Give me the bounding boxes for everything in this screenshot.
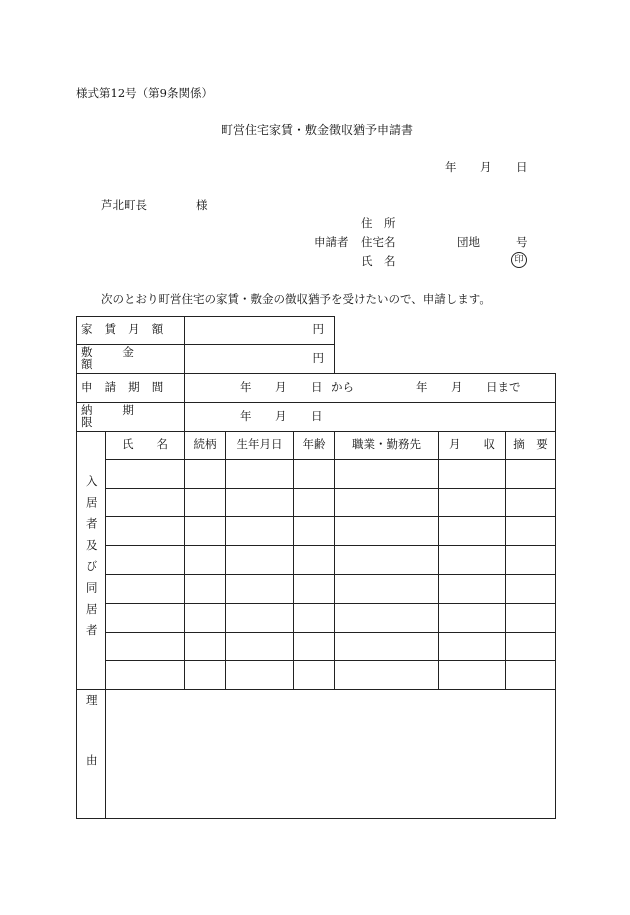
deadline-y: 年	[240, 409, 252, 423]
rent-input[interactable]	[185, 316, 334, 344]
period-y2: 年	[416, 380, 428, 394]
table-row[interactable]	[106, 546, 555, 574]
period-input[interactable]	[185, 373, 555, 402]
addressee-honorific: 様	[196, 198, 208, 212]
reason-label-cell	[77, 690, 105, 818]
header-note	[506, 431, 555, 459]
danchi-label: 団地	[457, 235, 480, 249]
rent-yen: 円	[312, 322, 324, 337]
page-title: 町営住宅家賃・敷金徴収猶予申請書	[221, 123, 414, 137]
period-y1: 年	[240, 380, 252, 394]
name-label: 氏 名	[361, 254, 396, 268]
rent-label-cell	[81, 316, 181, 344]
deadline-d: 日	[311, 409, 323, 423]
header-relation	[185, 431, 225, 459]
table-row[interactable]	[106, 575, 555, 603]
residents-label-cell	[77, 432, 105, 689]
date-day: 日	[516, 160, 528, 174]
form-number: 様式第12号（第9条関係）	[76, 86, 213, 100]
deposit-label-cell	[81, 344, 181, 373]
table-row[interactable]	[106, 661, 555, 689]
deadline-m: 月	[275, 409, 287, 423]
header-income-text: 月 収	[449, 437, 495, 452]
period-m2: 月	[451, 380, 463, 394]
header-birth-text: 生年月日	[236, 437, 283, 452]
seal-mark	[511, 252, 527, 268]
table-row[interactable]	[106, 517, 555, 545]
application-table	[76, 316, 556, 819]
period-from: から	[331, 380, 354, 394]
date-year: 年	[445, 160, 457, 174]
address-label: 住 所	[361, 216, 396, 230]
deadline-label: 納期限	[81, 403, 164, 429]
header-name	[106, 431, 184, 459]
rent-label: 家賃月額	[81, 322, 176, 337]
applicant-label: 申請者	[314, 235, 349, 249]
number-label: 号	[516, 235, 528, 249]
addressee-name: 芦北町長	[101, 198, 147, 212]
period-m1: 月	[275, 380, 287, 394]
period-d2: 日まで	[486, 380, 521, 394]
header-name-text: 氏 名	[122, 437, 168, 452]
seal-text: 印	[514, 254, 524, 265]
date-month: 月	[480, 160, 492, 174]
reason-input[interactable]	[106, 690, 555, 818]
period-label-cell	[81, 373, 181, 402]
header-job-text: 職業・勤務先	[352, 437, 421, 452]
header-age-text: 年齢	[302, 437, 326, 452]
housing-label: 住宅名	[361, 235, 396, 249]
header-birth	[226, 431, 293, 459]
deadline-label-cell	[81, 402, 181, 431]
table-row[interactable]	[106, 489, 555, 516]
period-label: 申請期間	[81, 379, 176, 394]
residents-label: 入居者及び同居者	[84, 475, 99, 646]
intro-text: 次のとおり町営住宅の家賃・敷金の徴収猶予を受けたいので、申請します。	[101, 292, 491, 306]
header-relation-text: 続柄	[193, 437, 217, 452]
header-income	[439, 431, 505, 459]
header-note-text: 摘 要	[513, 437, 548, 452]
deposit-label: 敷金額	[81, 345, 164, 371]
table-row[interactable]	[106, 604, 555, 632]
deadline-input[interactable]	[185, 402, 555, 431]
header-age	[294, 431, 334, 459]
deposit-input[interactable]	[185, 344, 334, 373]
header-job	[335, 431, 438, 459]
table-row[interactable]	[106, 633, 555, 660]
period-d1: 日	[311, 380, 323, 394]
deposit-yen: 円	[312, 350, 324, 365]
reason-label: 理由	[84, 694, 99, 814]
table-row[interactable]	[106, 460, 555, 488]
